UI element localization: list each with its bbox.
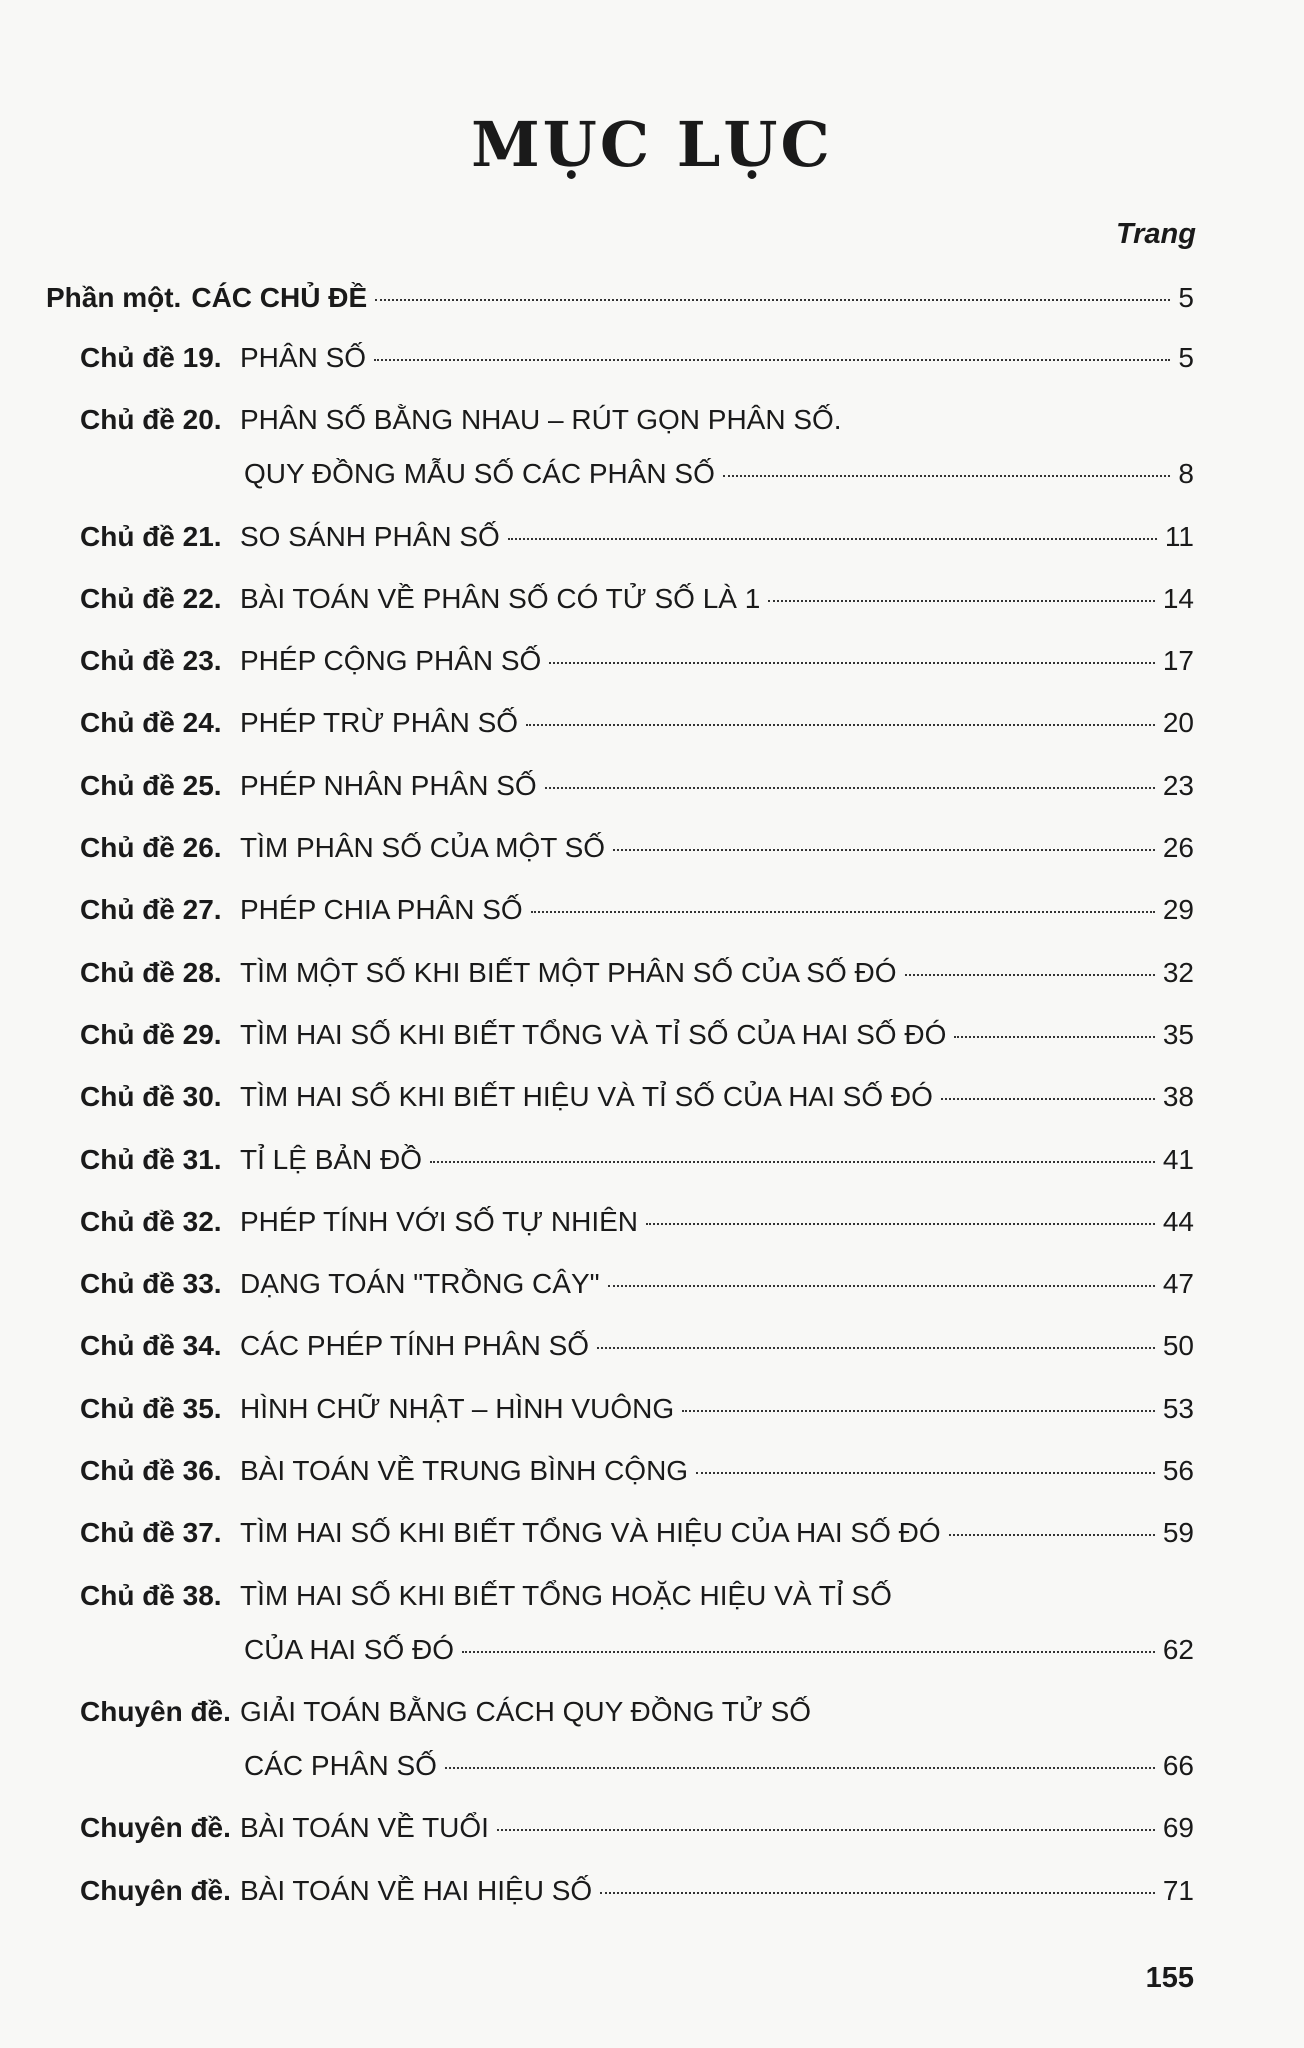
- toc-page-number: 41: [1162, 1144, 1194, 1175]
- toc-entry-label: Chủ đề 29.: [80, 1019, 222, 1050]
- toc-entry-title: TÌM HAI SỐ KHI BIẾT TỔNG HOẶC HIỆU VÀ TỈ SỐ: [240, 1580, 892, 1611]
- toc-page-number: 8: [1178, 458, 1194, 489]
- toc-entry-label: Chủ đề 38.: [80, 1580, 222, 1611]
- dot-leader: [600, 1892, 1155, 1894]
- dot-leader: [768, 600, 1155, 602]
- toc-page-number: 5: [1178, 282, 1194, 313]
- toc-row: [80, 519, 1194, 555]
- toc-page-number: 56: [1162, 1455, 1194, 1486]
- toc-entry-title: BÀI TOÁN VỀ PHÂN SỐ CÓ TỬ SỐ LÀ 1: [240, 583, 761, 614]
- dot-leader: [445, 1767, 1155, 1769]
- dot-leader: [549, 662, 1155, 664]
- toc-page-number: 14: [1162, 583, 1194, 614]
- dot-leader: [954, 1036, 1154, 1038]
- dot-leader: [646, 1223, 1155, 1225]
- toc-row: [80, 768, 1194, 804]
- toc-entry-title: PHÉP TÍNH VỚI SỐ TỰ NHIÊN: [240, 1206, 639, 1237]
- toc-row: [80, 402, 1194, 438]
- toc-page-number: 53: [1162, 1393, 1194, 1424]
- toc-row: [80, 456, 1194, 492]
- toc-entry[interactable]: [80, 705, 1194, 741]
- toc-entry-title: BÀI TOÁN VỀ HAI HIỆU SỐ: [240, 1875, 593, 1906]
- dot-leader: [526, 724, 1155, 726]
- toc-page-number: 35: [1162, 1019, 1194, 1050]
- toc-page-number: 44: [1162, 1206, 1194, 1237]
- toc-row: [80, 1632, 1194, 1668]
- toc-entry-title: PHÂN SỐ BẰNG NHAU – RÚT GỌN PHÂN SỐ.: [240, 404, 842, 435]
- toc-entry-title: BÀI TOÁN VỀ TUỔI: [240, 1812, 489, 1843]
- toc-entry[interactable]: [80, 1142, 1194, 1178]
- toc-entry-title: TÌM PHÂN SỐ CỦA MỘT SỐ: [240, 832, 606, 863]
- dot-leader: [497, 1829, 1155, 1831]
- toc-row: [80, 1142, 1194, 1178]
- dot-leader: [941, 1098, 1155, 1100]
- toc-entry-label: Chủ đề 24.: [80, 707, 222, 738]
- toc-entry-label: Chủ đề 20.: [80, 404, 222, 435]
- toc-entry[interactable]: [80, 1204, 1194, 1240]
- toc-entry-title: TÌM HAI SỐ KHI BIẾT TỔNG VÀ TỈ SỐ CỦA HAI SỐ ĐÓ: [240, 1019, 947, 1050]
- toc-row: [80, 643, 1194, 679]
- toc-entry-label: Chủ đề 37.: [80, 1517, 222, 1548]
- toc-entry[interactable]: [80, 1578, 1194, 1668]
- toc-entry[interactable]: [80, 1391, 1194, 1427]
- page-column-header: Trang: [1115, 218, 1196, 250]
- dot-leader: [531, 911, 1155, 913]
- toc-entry-label: Chủ đề 33.: [80, 1268, 222, 1299]
- dot-leader: [696, 1472, 1155, 1474]
- toc-entry[interactable]: [80, 1810, 1194, 1846]
- toc-entry[interactable]: [80, 1328, 1194, 1364]
- toc-entry-title: CÁC PHÂN SỐ: [244, 1750, 437, 1781]
- toc-entry-title: SO SÁNH PHÂN SỐ: [240, 521, 500, 552]
- toc-row: [80, 1694, 1194, 1730]
- toc-entry-title: DẠNG TOÁN "TRỒNG CÂY": [240, 1268, 600, 1299]
- toc-row: [80, 1578, 1194, 1614]
- toc-entry-title: HÌNH CHỮ NHẬT – HÌNH VUÔNG: [240, 1393, 675, 1424]
- toc-entry-label: Chủ đề 23.: [80, 645, 222, 676]
- toc-row: [80, 1391, 1194, 1427]
- toc-entry-title: GIẢI TOÁN BẰNG CÁCH QUY ĐỒNG TỬ SỐ: [240, 1696, 812, 1727]
- toc-page-number: 50: [1162, 1330, 1194, 1361]
- toc-row: [80, 1266, 1194, 1302]
- toc-page-number: 5: [1178, 342, 1194, 373]
- dot-leader: [462, 1651, 1155, 1653]
- toc-entry-label: Chủ đề 21.: [80, 521, 222, 552]
- toc-page-number: 32: [1162, 957, 1194, 988]
- toc-row: [80, 340, 1194, 376]
- toc-page-number: 66: [1162, 1750, 1194, 1781]
- toc-entry-title: TÌM HAI SỐ KHI BIẾT HIỆU VÀ TỈ SỐ CỦA HAI SỐ ĐÓ: [240, 1081, 933, 1112]
- toc-entry-title: QUY ĐỒNG MẪU SỐ CÁC PHÂN SỐ: [244, 458, 715, 489]
- dot-leader: [608, 1285, 1155, 1287]
- toc-entry[interactable]: [80, 340, 1194, 376]
- toc-entry-label: Chủ đề 32.: [80, 1206, 222, 1237]
- toc-entry[interactable]: [80, 581, 1194, 617]
- toc-row: [80, 1515, 1194, 1551]
- dot-leader: [374, 359, 1170, 361]
- toc-row: [80, 1017, 1194, 1053]
- toc-entry[interactable]: [80, 892, 1194, 928]
- toc-entry-label: Chủ đề 34.: [80, 1330, 222, 1361]
- toc-page-number: 59: [1162, 1517, 1194, 1548]
- toc-part-text: CÁC CHỦ ĐỀ: [191, 282, 368, 313]
- toc-entry-label: Chuyên đề.: [80, 1696, 231, 1727]
- dot-leader: [905, 974, 1155, 976]
- toc-entry-label: Chủ đề 28.: [80, 957, 222, 988]
- toc-page-number: 23: [1162, 770, 1194, 801]
- toc-page-number: 17: [1162, 645, 1194, 676]
- toc-entry-title: PHÉP TRỪ PHÂN SỐ: [240, 707, 519, 738]
- page-title: MỤC LỤC: [471, 108, 833, 181]
- dot-leader: [723, 475, 1171, 477]
- toc-entry[interactable]: [80, 768, 1194, 804]
- toc-row: [80, 1748, 1194, 1784]
- toc-page-number: 26: [1162, 832, 1194, 863]
- toc-page-number: 69: [1162, 1812, 1194, 1843]
- toc-entry-label: Chủ đề 36.: [80, 1455, 222, 1486]
- toc-row: [80, 892, 1194, 928]
- dot-leader: [682, 1410, 1155, 1412]
- toc-entry-title: CỦA HAI SỐ ĐÓ: [244, 1634, 455, 1665]
- toc-entry-title: TÌM HAI SỐ KHI BIẾT TỔNG VÀ HIỆU CỦA HAI SỐ ĐÓ: [240, 1517, 941, 1548]
- toc-row: [80, 1873, 1194, 1909]
- toc-entry-label: Chủ đề 25.: [80, 770, 222, 801]
- toc-row: [80, 1079, 1194, 1115]
- toc-entry-label: Chủ đề 26.: [80, 832, 222, 863]
- toc-entry-title: BÀI TOÁN VỀ TRUNG BÌNH CỘNG: [240, 1455, 689, 1486]
- toc-entry[interactable]: [80, 1694, 1194, 1784]
- toc-entry[interactable]: [80, 519, 1194, 555]
- toc-page-number: 71: [1162, 1875, 1194, 1906]
- toc-row: [46, 280, 1194, 316]
- toc-entry-label: Chủ đề 35.: [80, 1393, 222, 1424]
- toc-row: [80, 955, 1194, 991]
- toc-entry-label: Chuyên đề.: [80, 1812, 231, 1843]
- dot-leader: [597, 1347, 1155, 1349]
- toc-row: [80, 830, 1194, 866]
- toc-entry-title: TÌM MỘT SỐ KHI BIẾT MỘT PHÂN SỐ CỦA SỐ ĐÓ: [240, 957, 897, 988]
- toc-page-number: 11: [1164, 521, 1194, 552]
- toc-entry-label: Chủ đề 19.: [80, 342, 222, 373]
- toc-part-heading: [46, 280, 1194, 316]
- dot-leader: [375, 299, 1170, 301]
- toc-entry-title: PHÉP CHIA PHÂN SỐ: [240, 894, 523, 925]
- toc-page-number: 38: [1162, 1081, 1194, 1112]
- toc-entry-label: Chủ đề 22.: [80, 583, 222, 614]
- toc-entry-label: Chủ đề 27.: [80, 894, 222, 925]
- toc-page-number: 62: [1162, 1634, 1194, 1665]
- toc-entry[interactable]: [80, 402, 1194, 492]
- dot-leader: [430, 1161, 1155, 1163]
- toc-page-number: 20: [1162, 707, 1194, 738]
- toc-entry[interactable]: [80, 1453, 1194, 1489]
- toc-entry-label: Chủ đề 31.: [80, 1144, 222, 1175]
- toc-entry[interactable]: [80, 955, 1194, 991]
- dot-leader: [613, 849, 1155, 851]
- dot-leader: [545, 787, 1155, 789]
- toc-entry[interactable]: [80, 1079, 1194, 1115]
- toc-entry[interactable]: [80, 1266, 1194, 1302]
- toc-page-number: 47: [1162, 1268, 1194, 1299]
- toc-entry-title: PHÉP CỘNG PHÂN SỐ: [240, 645, 542, 676]
- toc-entry-title: PHÂN SỐ: [240, 342, 367, 373]
- toc-row: [80, 1810, 1194, 1846]
- toc-entry-label: Chuyên đề.: [80, 1875, 231, 1906]
- toc-row: [80, 1328, 1194, 1364]
- toc-entry[interactable]: [80, 1017, 1194, 1053]
- toc-row: [80, 1453, 1194, 1489]
- toc-entry[interactable]: [80, 1515, 1194, 1551]
- toc-entry-title: TỈ LỆ BẢN ĐỒ: [240, 1144, 423, 1175]
- dot-leader: [949, 1534, 1155, 1536]
- toc-row: [80, 705, 1194, 741]
- toc-page-number: 29: [1162, 894, 1194, 925]
- toc-entry-title: CÁC PHÉP TÍNH PHÂN SỐ: [240, 1330, 590, 1361]
- page-number: 155: [1145, 1962, 1194, 1994]
- toc-entry[interactable]: [80, 643, 1194, 679]
- toc-row: [80, 1204, 1194, 1240]
- toc-entry-label: Chủ đề 30.: [80, 1081, 222, 1112]
- toc-row: [80, 581, 1194, 617]
- toc-entry[interactable]: [80, 1873, 1194, 1909]
- toc-entry-title: PHÉP NHÂN PHÂN SỐ: [240, 770, 537, 801]
- toc-part-label: Phần một.: [46, 282, 182, 313]
- dot-leader: [508, 538, 1157, 540]
- toc-entry[interactable]: [80, 830, 1194, 866]
